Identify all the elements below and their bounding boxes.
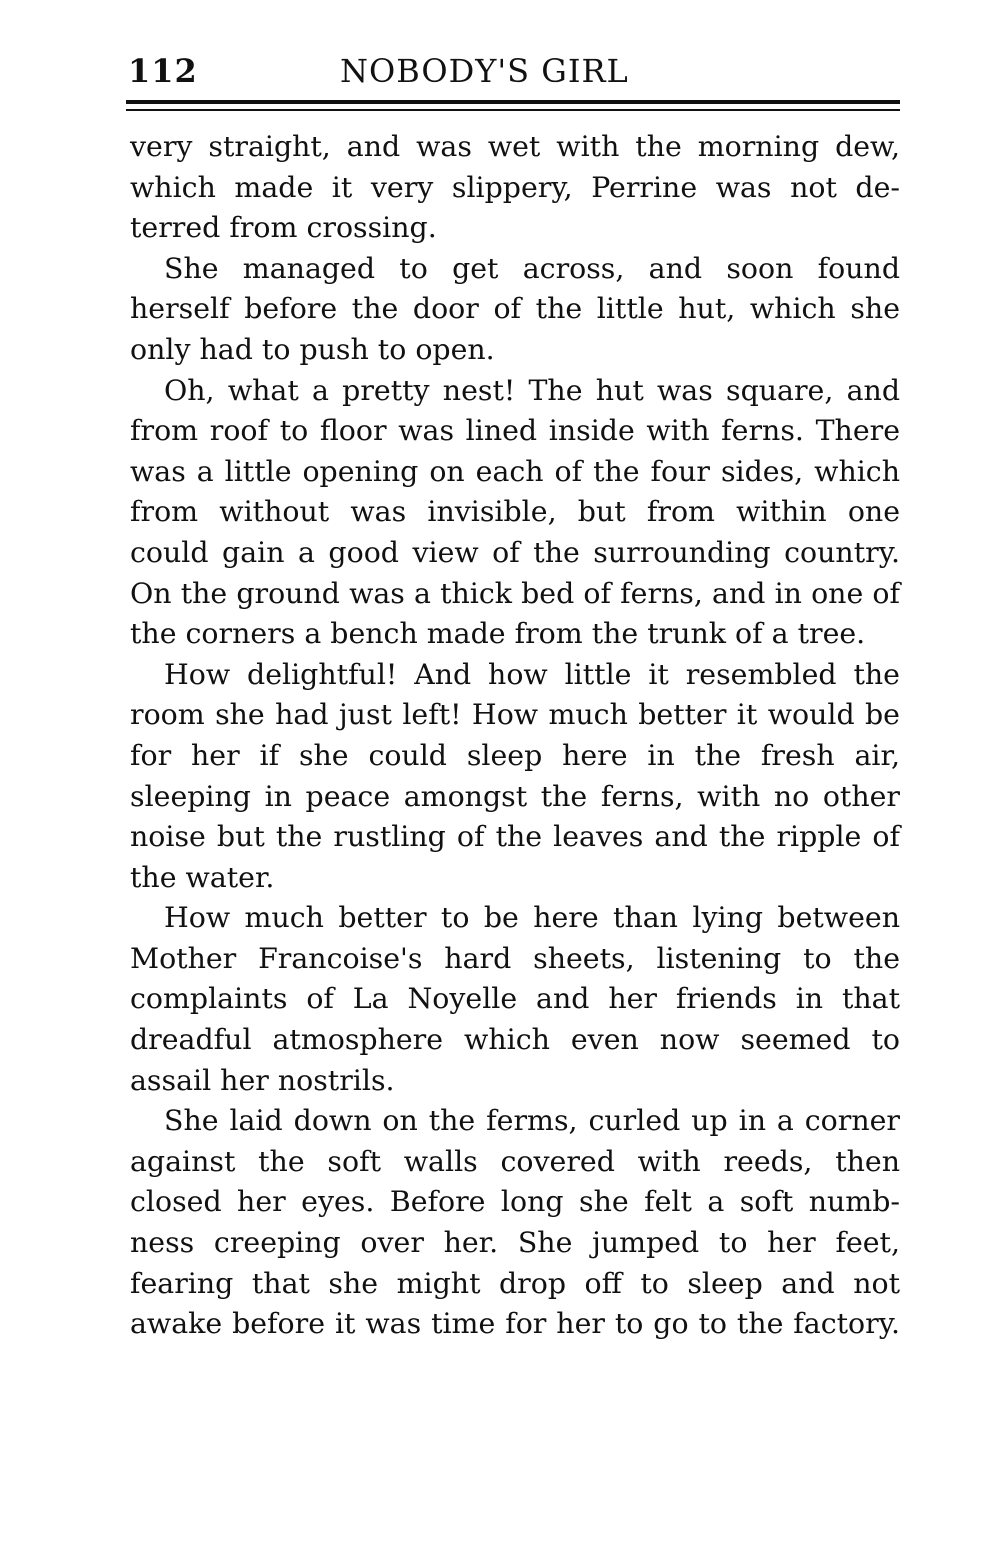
paragraph-1: very straight, and was wet with the morning dew, which made it very slippery, Perrine was not de-terred from crossing. xyxy=(130,130,900,245)
paragraph-3: Oh, what a pretty nest! The hut was square, and from roof to floor was lined inside with ferns. There was a little opening on each of the four sides, which from without was invisible, but from within one could gain a good view of the surrounding country. On the ground was a thick bed of ferns, and in one of the corners a bench made from the trunk of a tree. xyxy=(130,373,900,651)
running-head xyxy=(128,48,900,94)
paragraph-5: How much better to be here than lying between Mother Francoise's hard sheets, listening to the complaints of La Noyelle and her friends in that dreadful atmosphere which even now seemed to assail her nostrils. xyxy=(130,901,900,1097)
paragraph-2: She managed to get across, and soon found herself before the door of the little hut, which she only had to push to open. xyxy=(130,251,900,366)
header-rule-thin xyxy=(126,109,900,111)
paragraph-4: How delightful! And how little it resembled the room she had just left! How much better it would be for her if she could sleep here in the fresh air, sleeping in peace amongst the ferns, with no other noise but the rustling of the leaves and the ripple of the water. xyxy=(130,657,900,894)
running-title: NOBODY'S GIRL xyxy=(340,52,629,90)
header-rule-thick xyxy=(126,100,900,104)
page-number: 112 xyxy=(128,52,198,90)
body-text xyxy=(130,127,900,1345)
paragraph-6: She laid down on the ferms, curled up in a corner against the soft walls covered with reeds, then closed her eyes. Before long she felt a soft numb-ness creeping over her. She jumped to her feet, fearing that she might drop off to sleep and not awake before it was time for her to go to the factory. xyxy=(130,1104,900,1341)
